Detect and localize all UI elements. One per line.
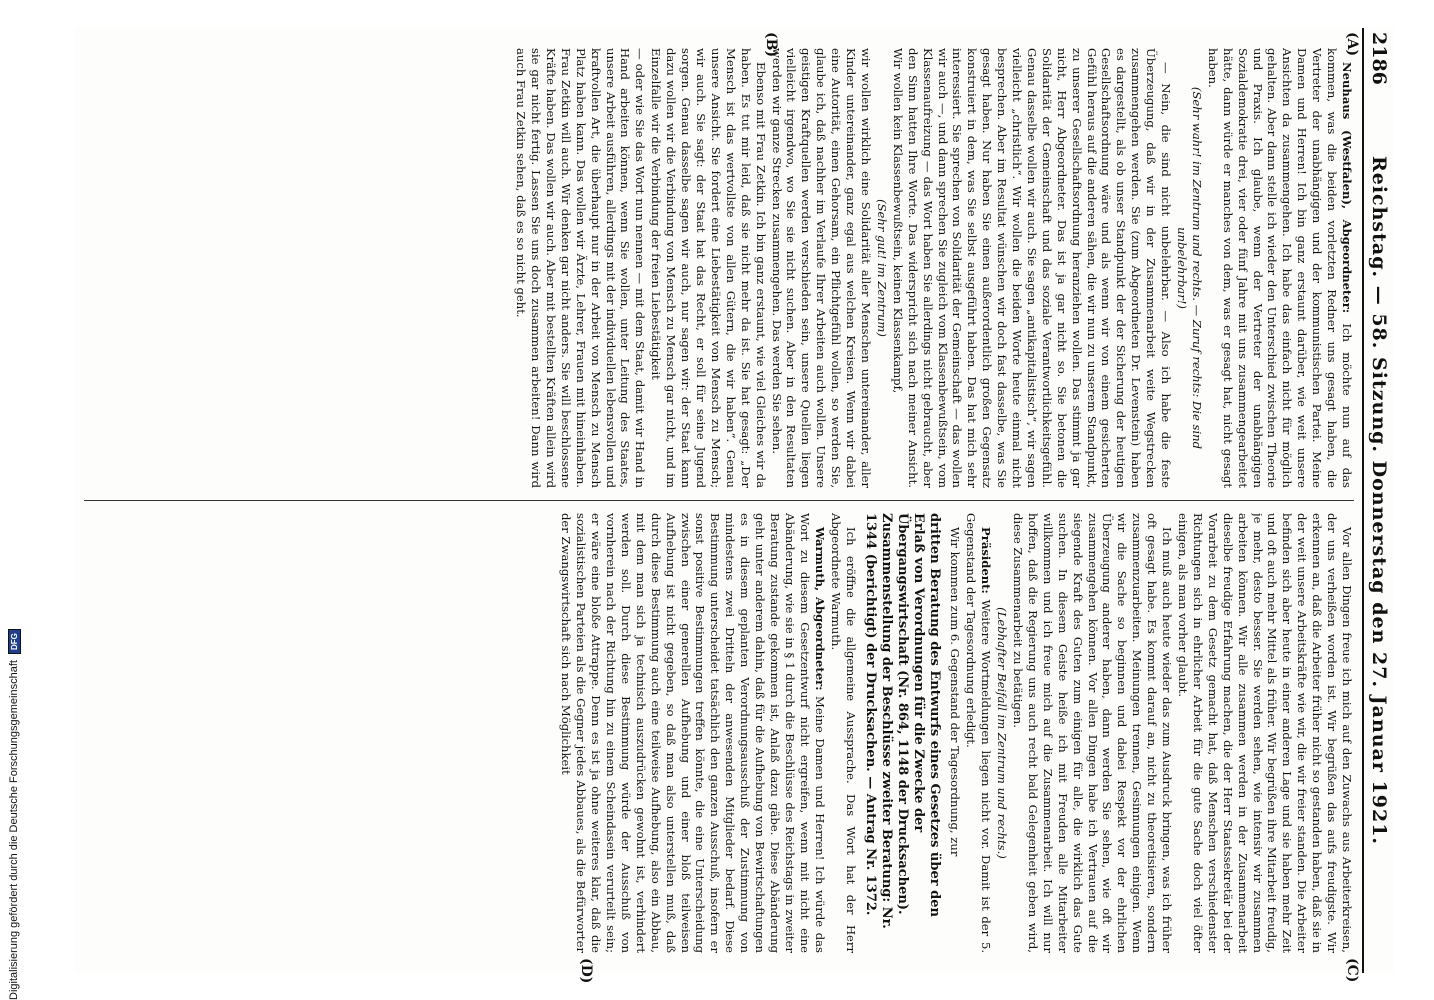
paragraph: Vor allen Dingen freue ich mich auf den Zuwachs aus Arbeiterkreisen, der uns verheißen worden ist. Wir begrüßen das aufs freudigste. Wir erkennen an, daß die Arbeiter früher nicht so gestanden haben, daß sie in der weit unsere Arbeitskräfte wie wir, die wir freier standen. Die Arbeiter befinden sich aber heute in einer anderen Lage und sie haben mehr Zeit und oft auch mehr Mittel als früher. Wir begrüßen ihre Mitarbeit freudig, je mehr, desto besser. Sie werden sehen, wie intensiv wir zusammen arbeiten können. Wir alle zusammen werden in der Zusammenarbeit dieselbe freudige Erfahrung machen, die der Herr Staatssekretär bei der Vorarbeit zu dem Gesetz gemacht hat, daß Menschen verschiedenster Richtungen sich in ehrlicher Arbeit für die gute Sache doch viel öfter einigen, als man vorher glaubt. (1176, 513, 1354, 953)
column-divider (84, 500, 1354, 501)
paragraph: Ebenso mit Frau Zetkin. Ich bin ganz erstaunt, wie viel Gleiches wir da haben. Es tut mir leid, daß sie nicht mehr da ist. Sie hat gesagt: „Der Mensch ist das wertvollste von allen Gütern, die wir haben“. Genau unsere Ansicht. Sie fordert eine Liebestätigkeit von Mensch zu Mensch; wir auch. Sie sagt: der Staat hat das Recht, er soll für seine Jugend sorgen. Genau dasselbe sagen wir auch, nur sagen wir: der Staat kann dazu wollen wir die Verbindung von Mensch zu Mensch gar nicht, und im Einzelfalle wir die Verbindung der freien Liebestätigkeit (649, 48, 768, 488)
right-column (84, 513, 1354, 953)
credit-text: Digitalisierung gefördert durch die Deutsche Forschungsgemeinschaft (8, 660, 20, 1000)
paragraph: Weitere Wortmeldungen liegen nicht vor. Damit ist der 5. Gegenstand der Tagesordnung erledigt. (964, 513, 994, 953)
paragraph: Ich eröffne die allgemeine Aussprache. Das Wort hat der Herr Abgeordnete Warmuth. (828, 513, 858, 953)
dfg-logo-icon: DFG (8, 629, 21, 654)
page-header (1362, 28, 1394, 973)
paragraph: Ich möchte nun auf das kommen, was die beiden vorletzten Redner uns gesagt haben, die Vertreter der unabhängigen und der kommunistischen Partei. Meine Damen und Herren! Ich bin ganz erstaunt darüber, wie weit unsere Ansichten da zusammengehen. Ich habe das einfach nicht für möglich gehalten. Aber dann stelle ich wieder den Unterschied zwischen Theorie und Praxis. Ich glaube, wenn der Vertreter der unabhängigen Sozialdemokratie drei, vier oder fünf Jahre mit uns zusammengearbeitet hätte, dann würde er manches von dem, was er gesagt hat, nicht gesagt haben. (1205, 48, 1354, 488)
interjection: (Lebhafter Beifall im Zentrum und rechts.) (995, 607, 1010, 859)
interjection: (Sehr gut! im Zentrum) (874, 199, 889, 337)
paragraph: Meine Damen und Herren! Ich würde das Wort zu diesem Gesetzentwurf nicht ergreifen, wenn mit nicht eine Abänderung, wie sie in § 1 durch die Beschlüsse des Reichstags in zweiter Beratung zustande gekommen ist, Anlaß dazu gäbe. Diese Abänderung geht unter anderem dahin, daß für die Aufhebung von Bewirtschaftungen es in diesem geplanten Verordnungsausschuß der Zustimmung von mindestens zwei Dritteln der anwesenden Mitglieder bedarf. Diese Bestimmung unterscheidet tatsächlich den ganzen Ausschuß, insofern er sonst positive Bestimmungen treffen könnte, die eine Unterscheidung zwischen einer generellen Aufhebung und einer bloß teilweisen Aufhebung ist nicht gegeben, so daß man also unterstellen muß, daß durch diese Bestimmung auch eine teilweise Aufhebung, also ein Abbau, mit dem man sich ja technisch auszudrücken gewohnt ist, verhindert werden soll. Durch diese Bestimmung würde der Ausschuß von vornherein nach der Richtung hin zu einem Scheindasein verurteilt sein; er wäre eine bloße Attrappe. Denn es ist ja ohne weiteres klar, daß die sozialistischen Parteien als die Gegner jedes Abbaues, als die Befürworter der Zwangswirtschaft sich nach Möglichkeit (559, 513, 827, 953)
margin-letter-b: (B) (763, 32, 779, 58)
paragraph: Ich muß auch heute wieder das zum Ausdruck bringen, was ich früher oft gesagt habe. Es kommt darauf an, nicht zu theoretisieren, sondern zusammenzuarbeiten. Meinungen trennen, Gesinnungen einigen. Wenn wir die Sache so beginnen und dabei Respekt vor der ehrlichen Überzeugung anderer haben, dann werden Sie sehen, wie oft wir zusammengehen können. Vor allen Dingen habe ich Vertrauen auf die siegende Kraft des Guten zum einigen für alle, die wirklich das Gute suchen. In diesem Geiste heiße ich mit Freuden alle Mitarbeiter willkommen und ich freue mich auf die Zusammenarbeit. Ich will nur hoffen, daß die Regierung uns auch recht bald Gelegenheit geben wird, diese Zusammenarbeit zu betätigen. (1011, 513, 1175, 953)
interjection: (Sehr wahr! im Zentrum und rechts. — Zuruf rechts: Die sind unbelehrbar!) (1175, 86, 1204, 450)
paragraph: Wir kommen zum 6. Gegenstand der Tagesordnung, zur (948, 527, 963, 857)
margin-letter-d: (D) (578, 958, 594, 984)
president-label: Präsident: (979, 527, 994, 594)
paragraph: — oder wie Sie das Wort nun nennen — mit dem Staat, damit wir Hand in Hand arbeiten können, wenn Sie wollen, unter Leitung des Staates, unsere Arbeit ausführen, allerdings mit der individuellen lebensvollen und kraftvollen Art, die überhaupt nur in der Arbeit von Mensch zu Mensch Platz haben kann. Das wollen wir Ärzte, Lehrer, Frauen mit hineinhaben. Frau Zetkin will auch. Wir denken gar nicht anders. Sie will beschlossene Kräfte haben. Das wollen wir auch. Aber mit bestellten Kräften allein wird sie gar nicht fertig. Lassen Sie uns doch zusammen arbeiten! Dann wird auch Frau Zetkin sehen, daß es so nicht geht. (514, 48, 648, 488)
margin-letter-a: (A) (1344, 32, 1360, 57)
paragraph: — Nein, die sind nicht unbelehrbar. — Also ich habe die feste Überzeugung, daß wir in der Zusammenarbeit weite Wegstrecken zusammengehen werden. Sie (zum Abgeordneten Dr. Levenstein) haben es dargestellt, als ob unser Standpunkt der der Sicherung der heutigen Gesellschaftsordnung wäre und als wenn wir von einem gesicherten Gefühl heraus auf die anderen sähen, die wir nun zu unserem Standpunkt, zu unserer Gesellschaftsordnung heranziehen wollen. Das stimmt ja gar nicht, Herr Abgeordneter. Das ist ja gar nicht so. Sie betonen die Solidarität der Gemeinschaft und das soziale Verantwortlichkeitsgefühl. Genau dasselbe wollen wir auch. Sie sagen „antikapitalistisch“, wir sagen vielleicht „christlich“. Wir wollen die beiden Worte heute einmal nicht besprechen. Aber im Resultat wünschen wir doch fast dasselbe, was Sie gesagt haben. Nur haben Sie einen außerordentlich großen Gegensatz konstruiert in dem, was Sie selbst ausgeführt haben. Das hat mich sehr interessiert. Sie sprechen von Solidarität der Gemeinschaft — das wollen wir auch —, und dann sprechen Sie zugleich vom Klassenbewußtsein, vom Klassenaufreizung — das Wort haben Sie allerdings nicht gebraucht, aber den Sinn hatten Ihre Worte. Das widerspricht sich nach meiner Ansicht. Wir wollen kein Klassenbewußtsein, keinen Klassenkampf, (890, 48, 1174, 488)
page-title: Reichstag. — 58. Sitzung. Donnerstag den 27. Januar 1921. (1368, 155, 1390, 846)
margin-letter-c: (C) (1344, 958, 1360, 983)
agenda-heading: dritten Beratung des Entwurfs eines Gesetzes über den Erlaß von Verordnungen für die Zwecke der Übergangswirtschaft (Nr. 864, 1148 der Drucksachen). Zusammenstellung der Beschlüsse zweiter Beratung: Nr. 1344 (berichtigt) der Drucksachen. — Antrag Nr. 1372. (862, 513, 942, 929)
paragraph: wir wollen wirklich eine Solidarität aller Menschen untereinander, aller Kinder untereinander, ganz egal aus welchen Kreisen. Wenn wir dabei eine Autorität, einen Gehorsam, ein Pflichtgefühl wollen, so werden Sie, glaube ich, daß nachher im Verlaufe Ihrer Arbeiten auch wollen. Unsere geistigen Kraftquellen werden verschieden sein, unsere Quellen liegen vielleicht irgendwo, wo Sie sie nicht suchen. Aber in den Resultaten werden wir ganze Strecken zusammengehen. Das werden Sie sehen. (769, 48, 873, 488)
left-column (84, 48, 1354, 488)
document-page (74, 28, 1394, 984)
digitization-credit (6, 10, 22, 1000)
speaker-name: Warmuth, Abgeordneter: (812, 527, 827, 691)
speaker-name: Neuhaus (Westfalen), Abgeordneter: (1340, 62, 1354, 314)
page-number: 2186 (1368, 32, 1390, 85)
